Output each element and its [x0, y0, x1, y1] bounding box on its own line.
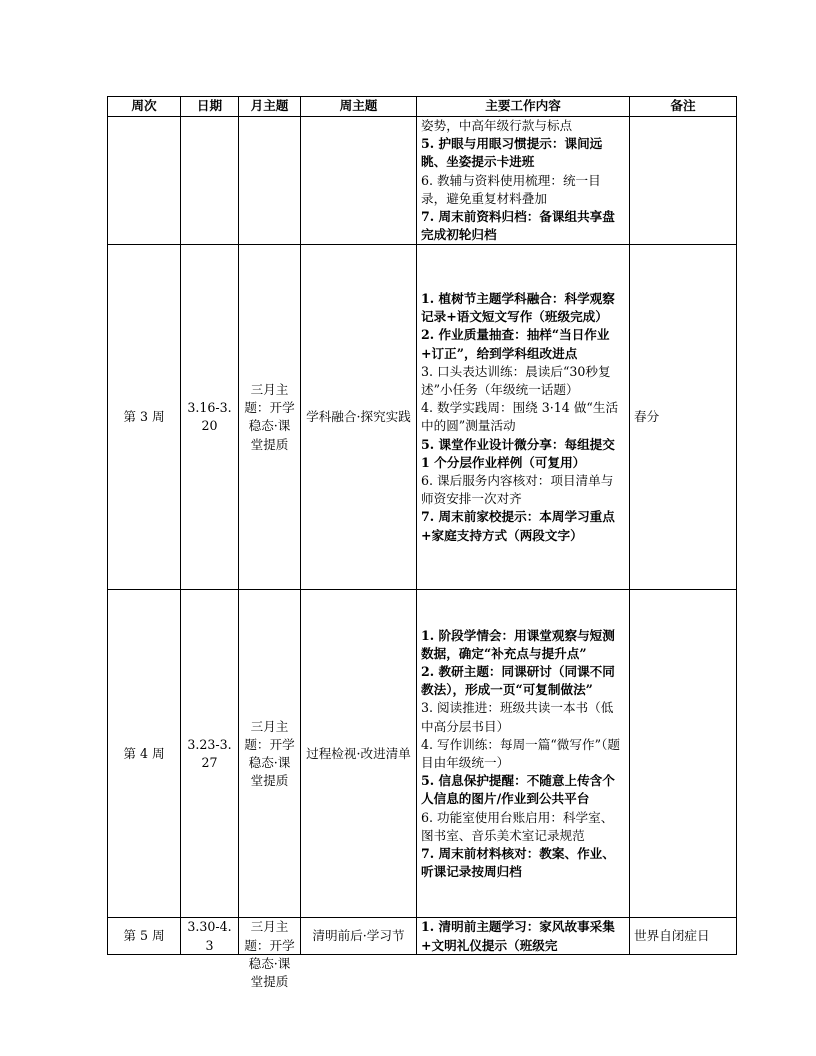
date-cell: 3.16-3.20 [181, 245, 239, 590]
work-item: 1. 阶段学情会：用课堂观察与短测数据，确定“补充点与提升点” [421, 627, 615, 661]
work-item: 5. 信息保护提醒：不随意上传含个人信息的图片/作业到公共平台 [421, 773, 615, 807]
date-cell [181, 117, 239, 245]
header-notes: 备注 [630, 97, 737, 117]
work-item: 6. 课后服务内容核对：项目清单与师资安排一次对齐 [421, 473, 614, 507]
note-cell: 世界自闭症日 [630, 918, 737, 955]
week-text: 第 5 周 [123, 928, 165, 944]
header-month-theme: 月主题 [239, 97, 301, 117]
week-theme-cell: 学科融合·探究实践 [301, 245, 417, 590]
month-theme-cell [239, 918, 301, 990]
month-theme-text: 三月主题：开学稳态·课堂提质 [244, 919, 295, 990]
date-cell [181, 918, 239, 955]
work-item: 7. 周末前家校提示：本周学习重点+家庭支持方式（两段文字） [421, 509, 615, 543]
work-content-cell [417, 245, 630, 590]
work-item: 3. 阅读推进：班级共读一本书（低中高分层书目） [421, 700, 614, 734]
header-week-theme: 周主题 [301, 97, 417, 117]
work-item: 4. 数学实践周：围绕 3·14 做“生活中的圆”测量活动 [421, 400, 619, 434]
work-item: 5. 课堂作业设计微分享：每组提交 1 个分层作业样例（可复用） [421, 436, 615, 470]
work-content-cell [417, 590, 630, 918]
table-row [108, 117, 737, 245]
week-theme-text: 清明前后·学习节 [312, 928, 405, 944]
work-item: 姿势，中高年级行款与标点 [421, 118, 573, 133]
week-cell [108, 918, 181, 955]
table-row [108, 918, 737, 955]
work-item: 1. 植树节主题学科融合：科学观察记录+语文短文写作（班级完成） [421, 291, 615, 325]
table-header-row [108, 97, 737, 117]
date-text: 3.30-4.3 [187, 919, 232, 953]
week-theme-cell [301, 117, 417, 245]
table-row [108, 245, 737, 590]
work-item: 5. 护眼与用眼习惯提示：课间远眺、坐姿提示卡进班 [421, 136, 603, 170]
note-cell: 春分 [630, 245, 737, 590]
note-cell [630, 590, 737, 918]
week-cell [108, 117, 181, 245]
work-item: 7. 周末前资料归档：备课组共享盘完成初轮归档 [421, 209, 615, 243]
work-content-cell [417, 918, 630, 955]
work-item: 1. 清明前主题学习：家风故事采集+文明礼仪提示（班级完 [421, 919, 615, 953]
work-item: 3. 口头表达训练：晨读后“30秒复述”小任务（年级统一话题） [421, 363, 611, 398]
week-cell: 第 4 周 [108, 590, 181, 918]
table-row [108, 590, 737, 918]
work-item: 6. 功能室使用台账启用：科学室、图书室、音乐美术室记录规范 [421, 809, 614, 843]
month-theme-cell: 三月主题：开学稳态·课堂提质 [239, 590, 301, 918]
date-cell: 3.23-3.27 [181, 590, 239, 918]
header-date: 日期 [181, 97, 239, 117]
week-cell: 第 3 周 [108, 245, 181, 590]
header-week: 周次 [108, 97, 181, 117]
work-item: 2. 教研主题：同课研讨（同课不同教法），形成一页“可复制做法” [421, 663, 615, 698]
work-item: 7. 周末前材料核对：教案、作业、听课记录按周归档 [421, 845, 615, 880]
work-item: 6. 教辅与资料使用梳理：统一目录，避免重复材料叠加 [421, 172, 601, 206]
work-item: 4. 写作训练：每周一篇“微写作”（题目由年级统一） [421, 736, 620, 770]
note-cell [630, 117, 737, 245]
week-theme-cell: 过程检视·改进清单 [301, 590, 417, 918]
work-item: 2. 作业质量抽查：抽样“当日作业+订正”，给到学科组改进点 [421, 327, 610, 361]
week-theme-cell [301, 918, 417, 955]
header-main-work: 主要工作内容 [417, 97, 630, 117]
schedule-table [107, 96, 737, 990]
month-theme-cell [239, 117, 301, 245]
work-content-cell [417, 117, 630, 245]
month-theme-cell: 三月主题：开学稳态·课堂提质 [239, 245, 301, 590]
